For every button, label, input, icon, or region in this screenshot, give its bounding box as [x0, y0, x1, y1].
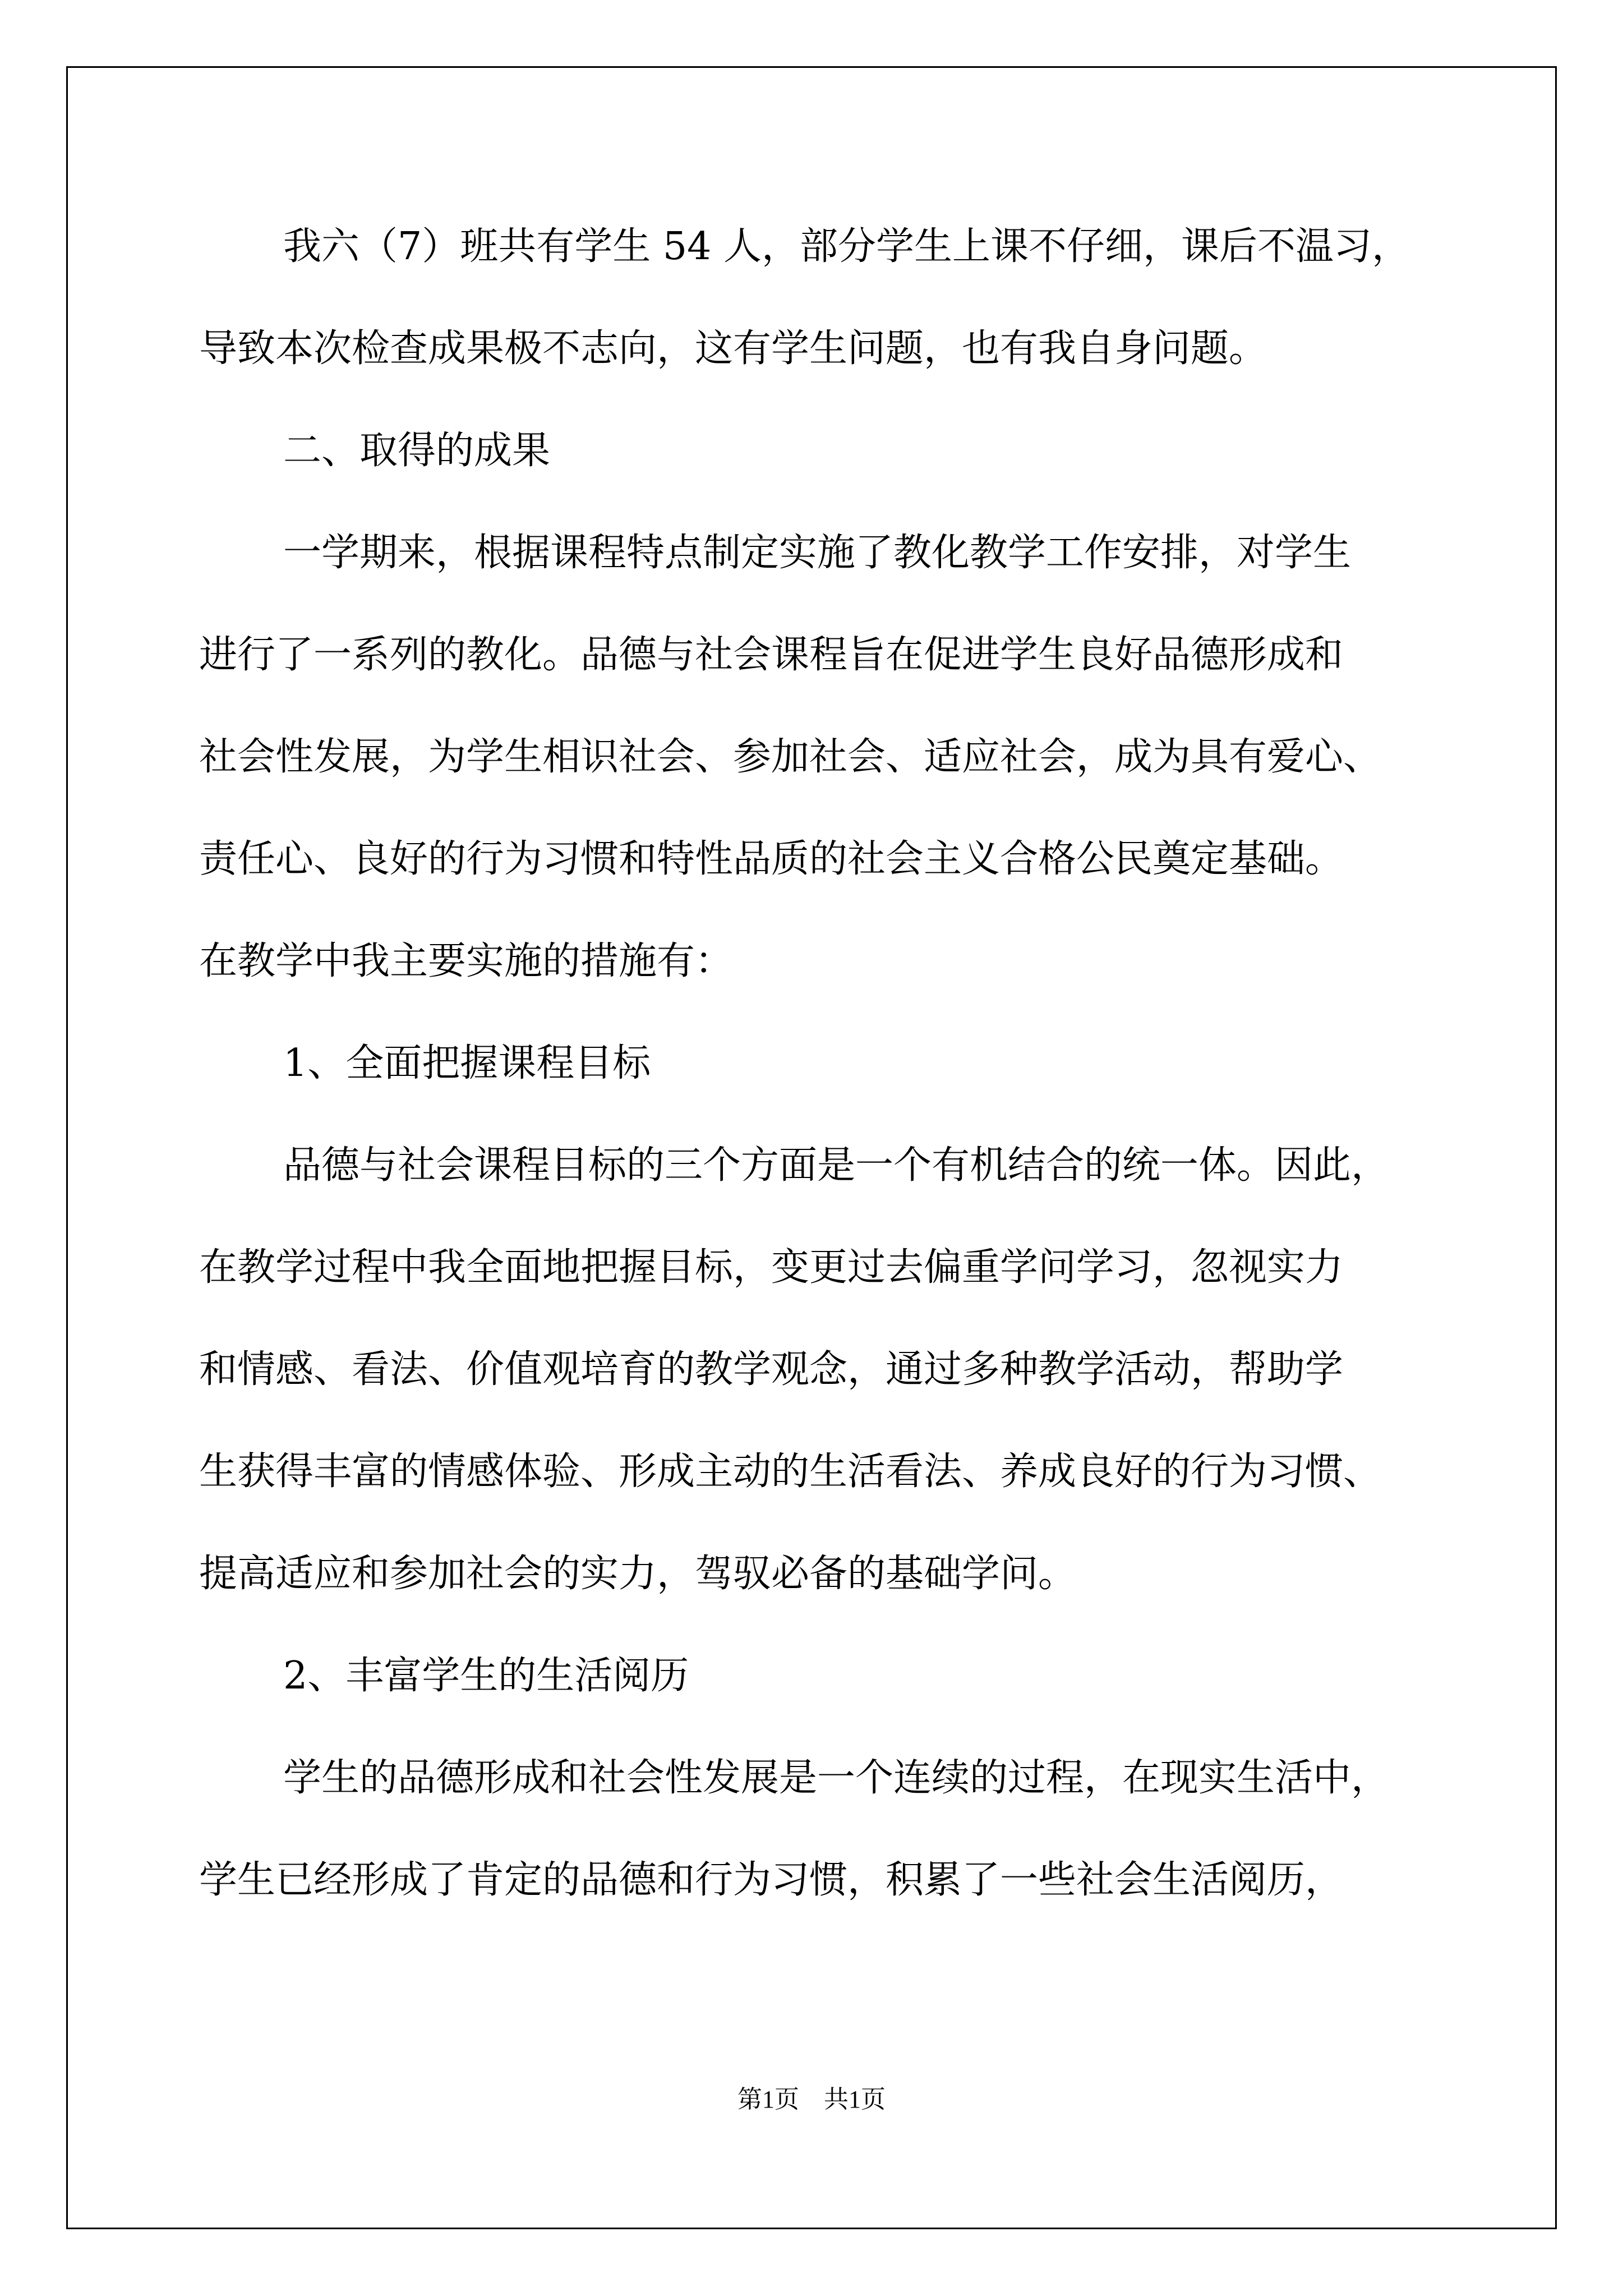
text-line: 社会性发展，为学生相识社会、参加社会、适应社会，成为具有爱心、 [199, 735, 1382, 779]
subsection-heading: 1、全面把握课程目标 [283, 1041, 651, 1085]
text-line: 提高适应和参加社会的实力，驾驭必备的基础学问。 [199, 1552, 1077, 1596]
document-body [199, 216, 1455, 1952]
text-line: 进行了一系列的教化。品德与社会课程旨在促进学生良好品德形成和 [199, 633, 1344, 677]
text-line: 学生的品德形成和社会性发展是一个连续的过程，在现实生活中， [283, 1756, 1390, 1800]
page-footer [0, 2083, 1623, 2116]
text-line: 责任心、良好的行为习惯和特性品质的社会主义合格公民奠定基础。 [199, 837, 1344, 881]
text-line: 我六（7）班共有学生 54 人，部分学生上课不仔细，课后不温习， [283, 224, 1410, 269]
page-total: 共1页 [824, 2086, 886, 2113]
text-line: 生获得丰富的情感体验、形成主动的生活看法、养成良好的行为习惯、 [199, 1450, 1382, 1494]
text-line: 品德与社会课程目标的三个方面是一个有机结合的统一体。因此， [283, 1143, 1390, 1188]
text-line: 在教学中我主要实施的措施有： [199, 939, 734, 983]
section-heading: 二、取得的成果 [283, 429, 551, 473]
page-number: 第1页 [737, 2086, 799, 2113]
text-line: 学生已经形成了肯定的品德和行为习惯，积累了一些社会生活阅历， [199, 1858, 1344, 1902]
text-line: 在教学过程中我全面地把握目标，变更过去偏重学问学习，忽视实力 [199, 1245, 1344, 1290]
text-line: 一学期来，根据课程特点制定实施了教化教学工作安排，对学生 [283, 531, 1352, 575]
text-line: 和情感、看法、价值观培育的教学观念，通过多种教学活动，帮助学 [199, 1347, 1344, 1392]
subsection-heading: 2、丰富学生的生活阅历 [283, 1654, 689, 1698]
text-line: 导致本次检查成果极不志向，这有学生问题，也有我自身问题。 [199, 326, 1267, 371]
